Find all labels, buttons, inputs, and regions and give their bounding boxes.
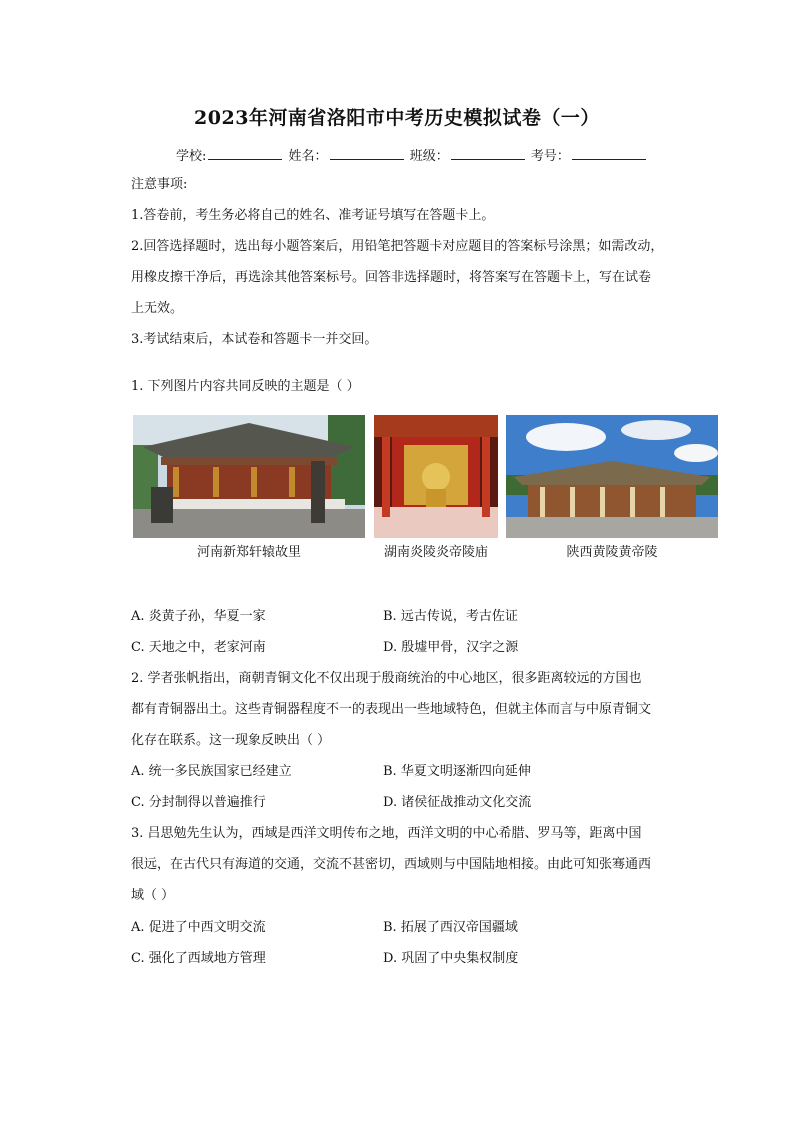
- q3-option-a: A. 促进了中西文明交流: [131, 920, 266, 935]
- q2-option-c: C. 分封制得以普遍推行: [131, 795, 266, 810]
- q1-option-d: D. 殷墟甲骨，汉字之源: [383, 640, 519, 655]
- school-blank: [208, 147, 282, 160]
- name-blank: [330, 147, 404, 160]
- q2-option-a: A. 统一多民族国家已经建立: [131, 764, 292, 779]
- q2-line-2: 都有青铜器出土。这些青铜器程度不一的表现出一些地域特色，但就主体而言与中原青铜文: [131, 702, 652, 717]
- q2-line-3: 化存在联系。这一现象反映出（ ）: [131, 733, 331, 748]
- q3-line-1: 3. 吕思勉先生认为，西域是西洋文明传布之地，西洋文明的中心希腊、罗马等，距离中国: [131, 826, 642, 841]
- q1-option-b: B. 远古传说，考古佐证: [383, 609, 518, 624]
- q1-option-a: A. 炎黄子孙，华夏一家: [131, 609, 266, 624]
- caption-3: 陕西黄陵黄帝陵: [566, 545, 658, 560]
- class-label: 班级：: [409, 149, 449, 164]
- notice-item-3: 3.考试结束后，本试卷和答题卡一并交回。: [131, 332, 378, 347]
- q2-option-d: D. 诸侯征战推动文化交流: [383, 795, 532, 810]
- caption-1: 河南新郑轩辕故里: [196, 545, 301, 560]
- exam-no-blank: [572, 147, 646, 160]
- q2-line-1: 2. 学者张帆指出，商朝青铜文化不仅出现于殷商统治的中心地区，很多距离较远的方国也: [131, 671, 642, 686]
- caption-2: 湖南炎陵炎帝陵庙: [383, 545, 488, 560]
- q3-option-d: D. 巩固了中央集权制度: [383, 951, 519, 966]
- notice-item-2-line-3: 上无效。: [131, 301, 184, 316]
- yandi-temple-photo: [374, 415, 498, 538]
- student-info-line: [176, 145, 648, 164]
- q2-option-b: B. 华夏文明逐渐四向延伸: [383, 764, 531, 779]
- q3-option-c: C. 强化了西域地方管理: [131, 951, 266, 966]
- q3-line-3: 域（ ）: [131, 888, 175, 903]
- notice-heading: 注意事项:: [131, 177, 188, 192]
- xuanyuan-hometown-photo: [133, 415, 365, 538]
- school-label: 学校:: [176, 149, 207, 164]
- page-title: 2023年河南省洛阳市中考历史模拟试卷（一）: [194, 107, 600, 129]
- huangdi-mausoleum-photo: [506, 415, 718, 538]
- class-blank: [451, 147, 525, 160]
- notice-item-2-line-1: 2.回答选择题时，选出每小题答案后，用铅笔把答题卡对应题目的答案标号涂黑；如需改动，: [131, 239, 664, 254]
- notice-item-2-line-2: 用橡皮擦干净后，再选涂其他答案标号。回答非选择题时，将答案写在答题卡上，写在试卷: [131, 270, 652, 285]
- q3-option-b: B. 拓展了西汉帝国疆域: [383, 920, 518, 935]
- name-label: 姓名：: [288, 149, 328, 164]
- q1-stem: 1. 下列图片内容共同反映的主题是（ ）: [131, 379, 360, 394]
- exam-no-label: 考号：: [530, 149, 570, 164]
- notice-item-1: 1.答卷前，考生务必将自己的姓名、准考证号填写在答题卡上。: [131, 208, 495, 223]
- q3-line-2: 很远，在古代只有海道的交通，交流不甚密切，西域则与中国陆地相接。由此可知张骞通西: [131, 857, 652, 872]
- q1-option-c: C. 天地之中，老家河南: [131, 640, 266, 655]
